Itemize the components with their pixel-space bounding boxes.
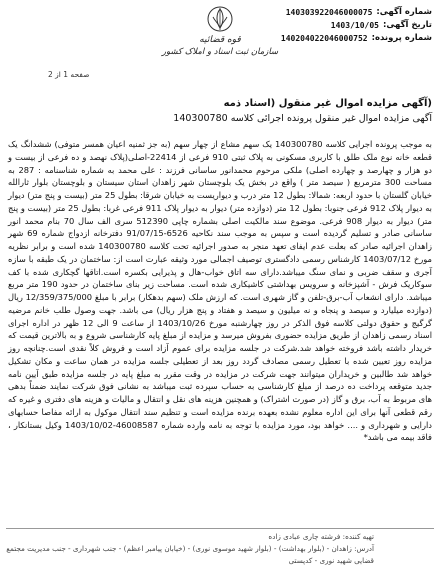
page-indicator: صفحه 1 از 2 (48, 70, 90, 79)
notice-body: به موجب پرونده اجرایی کلاسه 140300780 یک سهم مشاع از چهار سهم (به جز ثمنیه اعیان همسر متوفی) ششدانگ یک قطعه خانه نوع ملک طلق با کاربری مسکونی به پلاک ثبتی 910 فرعی از 22414-اصلی(پلاک نهصد و ده فرعی از بیست و دو هزار و چهارصد و چهارده اصلی) ملکی مرحوم محمدانور ساسانی فرزند : علی محمد به شماره شناسنامه : 287 به مساحت 300 مترمربع ( سیصد متر ) واقع در بخش یک بلوچستان شهر زاهدان استان سیستان و بلوچستان بلوار ثارالله خیابان گلستان با حدود اربعه: شمالا: بطول 12 متر درب و دیواریست به خیابان شرقا: بطول 25 متر (بیست و پنج متر) دیوار به دیوار پلاک 912 فرعی جنوبا: بطول 12 متر (دوازده متر) دیوار به دیوار پلاک 911 فرعی غربا: بطول 25 متر (بیست و پنج متر) دیوار به دیوار 908 فرعی. موضوع سند مالکیت اصلی بشماره چاپی 512390 سری الف سال 70 بنام محمد انور ساسانی صادر و تسلیم گردیده است و سپس به موجب سند نکاحیه 6526-91/07/15 دفترخانه ازدواج شماره 69 شهر زاهدان اجرائیه صادر که بعلت عدم ایفای تعهد منجر به صدور اجرائیه تحت کلاسه 140300780 شده است و برابر نظریه مورخ 1403/07/12 کارشناس رسمی دادگستری توصیف اجمالی مورد وثیقه عبارت است از: ساختمان در یک طبقه با سازه آجری و سقف ضربی و نمای سنگ میباشد.دارای سه اتاق خواب-هال و پذیرایی بکسره است.اتاقها گچکاری شده با کف سوکاریک فرش - آشپزخانه و سرویس بهداشتی کاشیکاری شده است. مساحت زیر بنای ساختمان در حدود 190 متر مربع میباشد. دارای انشعاب آب-برق-تلفن و گاز شهری است. که ارزش ملک (سهم بدهکار) برابر با مبلغ 12/359/375/000 ریال (دوازده میلیارد و سیصد و پنجاه و نه میلیون و سیصد و هفتاد و پنج هزار ریال) می باشد. جهت وصول طلب خانم مرضیه گرگیج و حقوق دولتی کلاسه فوق الذکر در روز چهارشنبه مورخ 1403/10/26 از ساعت 9 الی 12 ظهر در اداره اجرای اسناد رسمی زاهدان از طریق مزایده حضوری بفروش میرسد و مزایده از مبلغ پایه کارشناسی شروع و به بالاترین قیمت که خریدار داشته باشد فروخته خواهد شد.شرکت در جلسه مزایده برای عموم آزاد است و فروش کلاً نقدی است.چنانچه روز مزایده روز تعیین شده با تعطیل رسمی مصادف گردد روز بعد از تعطیلی جلسه مزایده در همان ساعت و مکان تشکیل خواهد شد طالبین و خریداران میتوانند جهت شرکت در مزایده در وقت مقرر به مبلغ پایه در جلسه مزایده طبق آیین نامه جدید متوقعه پرداخت ده درصد از مبلغ کارشناسی به حساب سپرده ثبت میباشد به نشانی فوق شرکت نمایند ضمناً بدهی های مربوط به آب، برق و گاز (در صورت اشتراک) و همچنین هزینه های نقل و انتقال و مالیات و هزینه های دفتری و غیره که رقم قطعی آنها برای این اداره معلوم نشده بعهده برنده مزایده است و تنظیم سند انتقال موکول به ارائه مفاصا حسابهای دارایی و شهرداری و .... خواهد بود، مورد مزایده با توجه به نامه وارده شماره 46008587-1403/10/02 وکیل بستانکار ، فاقد بیمه می باشد* (8, 139, 433, 443)
notice-date: 1403/10/05 (330, 21, 379, 30)
notice-date-row (282, 19, 432, 32)
footer-preparer: تهیه کننده: فرشته چاری عبادی زاده (268, 532, 374, 541)
notice-number-label: شماره آگهی: (376, 7, 432, 17)
document-title: (آگهی مزایده اموال غیر منقول (اسناد ذمه (223, 98, 432, 109)
notice-meta (282, 6, 432, 45)
case-number: 140204022046000752 (280, 34, 368, 43)
footer (6, 528, 434, 569)
case-number-label: شماره پرونده: (371, 33, 432, 43)
notice-number: 140303922046000075 (285, 8, 373, 17)
case-number-row (282, 32, 432, 45)
logo-block (140, 4, 300, 86)
judiciary-text: قوه قضائیه (199, 35, 241, 45)
notice-date-label: تاریخ آگهی: (382, 20, 432, 30)
emblem-icon (205, 4, 235, 34)
organization-text: سازمان ثبت اسناد و املاک کشور (161, 47, 279, 57)
notice-number-row (282, 6, 432, 19)
document-subtitle: آگهی مزایده اموال غیر منقول پرونده اجرائی کلاسه 140300780 (173, 113, 432, 124)
footer-address: آدرس: زاهدان - (بلوار بهداشت) - (بلوار شهید موسوی نوری) - (خیابان پیامبر اعظم) - جنب شهرداری - جنب مدیریت مجتمع قضایی شهید نوری - کدپستی (6, 544, 374, 565)
